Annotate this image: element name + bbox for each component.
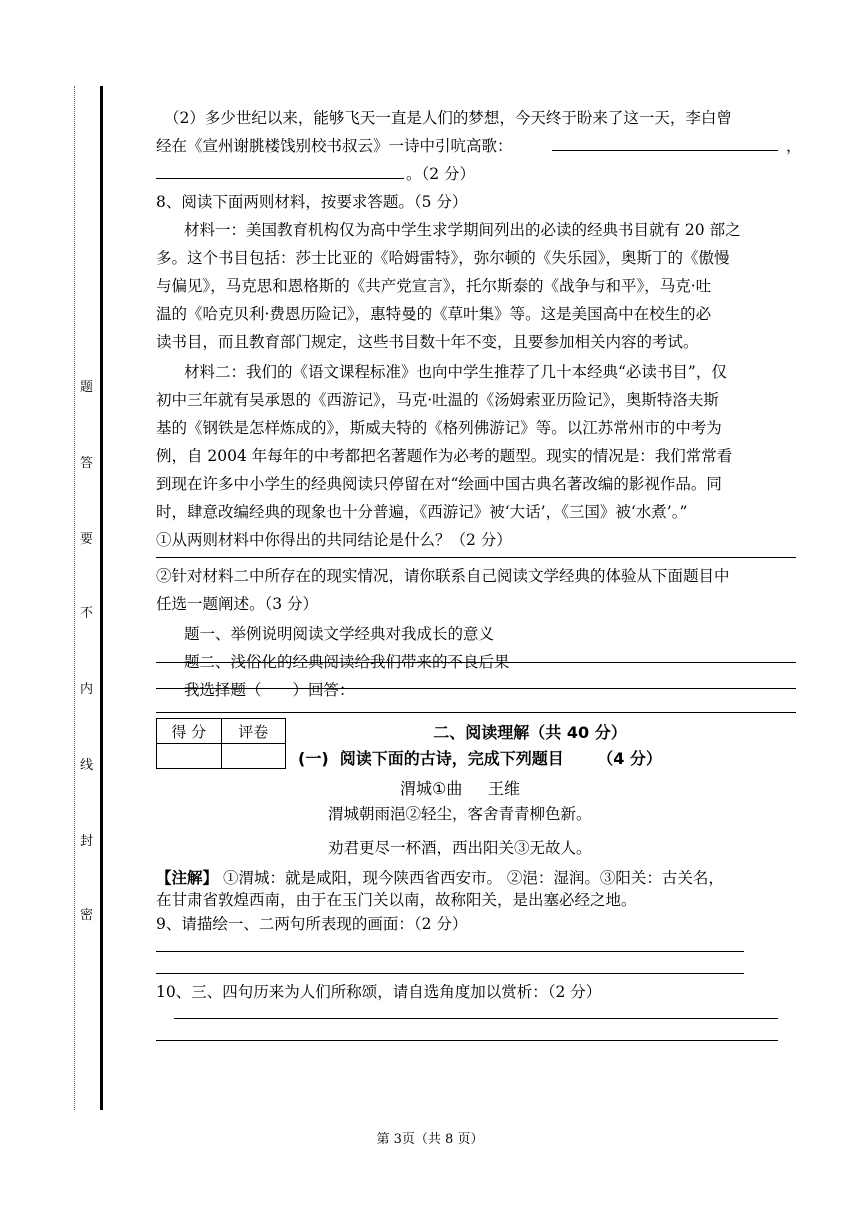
score-cell[interactable] [157,744,222,769]
answer-line[interactable] [156,973,744,974]
material-1-line: 读书目，而且教育部门规定，这些书目数十年不变，且要参加相关内容的考试。 [156,333,699,351]
poem-notes-line2: 在甘肃省敦煌西南，由于在玉门关以南，故称阳关，是出塞必经之地。 [156,891,637,909]
q8-sub-question-2-line2: 任选一题阐述。（3 分） [156,595,319,613]
answer-line[interactable] [156,1040,778,1041]
material-1-line: 温的《哈克贝利·费恩历险记》，惠特曼的《草叶集》等。这是美国高中在校生的必 [156,305,712,323]
material-2-line: 基的《钢铁是怎样炼成的》，斯威夫特的《格列佛游记》等。以江苏常州市的中考为 [156,419,722,437]
answer-line[interactable] [156,662,796,663]
topic-choice-prompt: 我选择题（ ）回答： [184,681,355,699]
grader-cell[interactable] [221,744,286,769]
margin-char: 封 [80,834,94,849]
material-2-line: 材料二：我们的《语文课程标准》也向中学生推荐了几十本经典“必读书目”，仅 [184,363,727,381]
q8-sub-question-2-line1: ②针对材料二中所存在的现实情况，请你联系自己阅读文学经典的体验从下面题目中 [156,567,730,585]
page-number: 第 3页（共 8 页） [376,1132,484,1147]
q7-2-line1: （2）多少世纪以来，能够飞天一直是人们的梦想，今天终于盼来了这一天，李白曾 [164,109,732,127]
grader-label: 评卷 [221,719,286,744]
margin-char: 线 [80,758,94,773]
question-9: 9、请描绘一、二两句所表现的画面：（2 分） [156,915,468,933]
score-label: 得 分 [157,719,222,744]
material-1-line: 多。这个书目包括：莎士比亚的《哈姆雷特》，弥尔顿的《失乐园》，奥斯丁的《傲慢 [156,249,730,267]
topic-option-2: 题二、浅俗化的经典阅读给我们带来的不良后果 [184,653,510,671]
margin-char: 答 [80,456,94,471]
margin-char: 不 [80,606,94,621]
notes-text: ①渭城：就是咸阳，现今陕西省西安市。 ②浥：湿润。③阳关：古关名， [218,869,724,887]
q8-title: 8、阅读下面两则材料，按要求答题。（5 分） [156,193,468,211]
q7-2-line2: 经在《宣州谢朓楼饯别校书叔云》一诗中引吭高歌： [156,137,513,155]
material-2-line: 到现在许多中小学生的经典阅读只停留在对“绘画中国古典名著改编的影视作品。同 [156,475,722,493]
poem-line: 劝君更尽一杯酒，西出阳关③无故人。 [328,839,592,857]
answer-line[interactable] [156,712,796,713]
section-title: 二、阅读理解（共 40 分） [433,723,627,742]
q7-2-tail: 。（2 分） [406,165,476,183]
poem-author: 王维 [488,779,521,798]
q8-sub-question-1: ①从两则材料中你得出的共同结论是什么？（2 分） [156,531,512,549]
material-2-line: 例，自 2004 年每年的中考都把名著题作为必考的题型。现实的情况是：我们常常看 [156,447,733,465]
answer-line[interactable] [156,557,796,558]
notes-label: 【注解】 [156,869,219,887]
binding-dotted-line [74,86,75,1110]
poem-title: 渭城①曲 [400,779,463,798]
margin-char: 内 [80,682,94,697]
subsection-title: (一) 阅读下面的古诗，完成下列题目 （4 分） [298,749,662,768]
topic-option-1: 题一、举例说明阅读文学经典对我成长的意义 [184,625,495,643]
question-10: 10、三、四句历来为人们所称颂，请自选角度加以赏析：（2 分） [156,983,602,1001]
material-1-line: 材料一：美国教育机构仅为高中学生求学期间列出的必读的经典书目就有 20 部之 [184,221,741,239]
seal-line-notice [80,380,96,923]
poem-line: 渭城朝雨浥②轻尘，客舍青青柳色新。 [328,805,592,823]
answer-line[interactable] [174,1018,778,1019]
margin-char: 要 [80,532,94,547]
answer-line[interactable] [156,688,796,689]
margin-char: 密 [80,908,94,923]
material-2-line: 时，肆意改编经典的现象也十分普遍，《西游记》被‘大话’，《三国》被‘水煮’。” [156,503,688,521]
margin-char: 题 [80,380,94,395]
material-1-line: 与偏见》，马克思和恩格斯的《共产党宣言》，托尔斯泰的《战争与和平》，马克·吐 [156,277,712,295]
material-2-line: 初中三年就有吴承恩的《西游记》，马克·吐温的《汤姆索亚历险记》，奥斯特洛夫斯 [156,391,719,409]
answer-blank[interactable] [552,150,778,151]
answer-blank[interactable] [156,178,404,179]
answer-line[interactable] [156,951,744,952]
score-table [156,718,286,769]
binding-border-line [100,86,103,1110]
q7-2-comma: ， [786,137,802,155]
